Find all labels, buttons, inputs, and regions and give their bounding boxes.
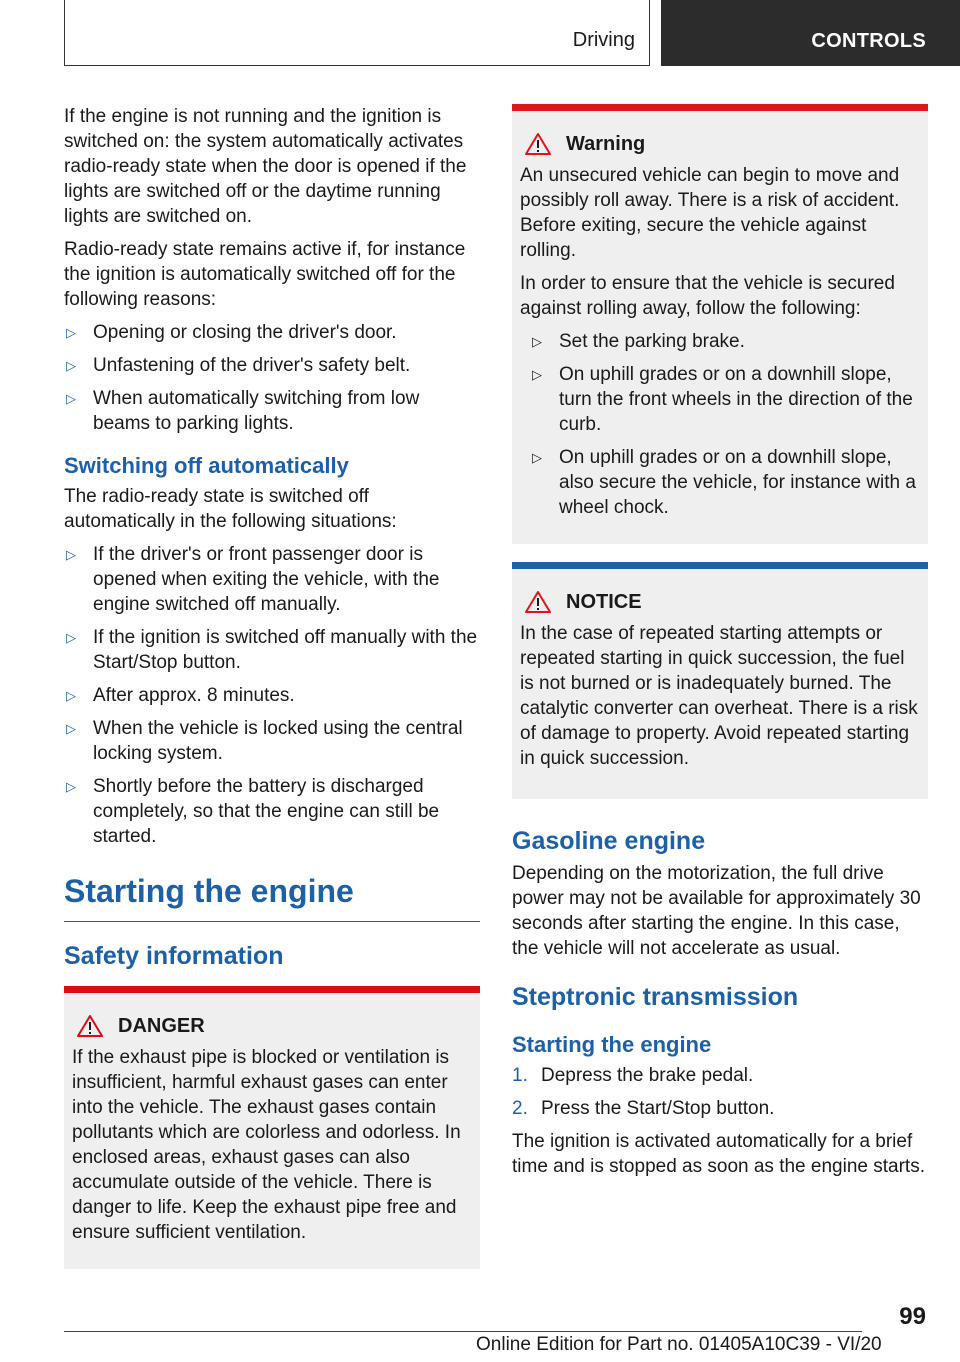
triangle-bullet-icon: ▷ xyxy=(66,547,76,562)
list-item xyxy=(64,386,480,436)
list-item-text: On uphill grades or on a downhill slope, turn the front wheels in the direction of the curb. xyxy=(559,364,913,435)
list-item xyxy=(64,353,480,378)
warning-box-header xyxy=(520,131,920,157)
header-section-tab xyxy=(64,0,650,66)
list-item-text: Shortly before the battery is discharged completely, so that the engine can still be started. xyxy=(93,776,440,847)
triangle-bullet-icon: ▷ xyxy=(66,391,76,406)
warning-triangle-icon xyxy=(524,132,552,156)
list-item xyxy=(64,542,480,617)
paragraph: Radio-ready state remains active if, for instance the ignition is automatically switched off for the following reasons: xyxy=(64,239,466,310)
danger-box-header xyxy=(72,1013,472,1039)
danger-box xyxy=(64,986,480,1269)
bullet-list xyxy=(64,542,480,849)
list-item-text: Press the Start/Stop button. xyxy=(541,1098,775,1119)
subheading-switching-off: Switching off automatically xyxy=(64,453,349,478)
list-item-text: If the driver's or front passenger door is opened when exiting the vehicle, with the engine switched off manually. xyxy=(93,544,440,615)
triangle-bullet-icon: ▷ xyxy=(66,721,76,736)
paragraph: The ignition is activated automatically for a brief time and is stopped as soon as the engine starts. xyxy=(512,1131,925,1177)
list-item xyxy=(64,716,480,766)
footer-edition: Online Edition for Part no. 01405A10C39 - VI/20 xyxy=(476,1334,882,1355)
paragraph: The radio-ready state is switched off automatically in the following situations: xyxy=(64,486,397,532)
list-item xyxy=(64,320,480,345)
bullet-list xyxy=(530,329,920,520)
header-section-label: Driving xyxy=(572,29,635,51)
right-column xyxy=(512,104,928,1187)
step-number: 1. xyxy=(512,1065,528,1086)
notice-box xyxy=(512,562,928,799)
list-item xyxy=(512,1096,928,1121)
list-item-text: Unfastening of the driver's safety belt. xyxy=(93,355,411,376)
heading-gasoline-engine: Gasoline engine xyxy=(512,827,706,855)
list-item xyxy=(64,774,480,849)
heading-starting-the-engine: Starting the engine xyxy=(64,871,480,922)
bullet-list xyxy=(64,320,480,436)
list-item-text: When automatically switching from low beams to parking lights. xyxy=(93,388,420,434)
list-item xyxy=(530,445,920,520)
notice-text: In the case of repeated starting attempts or repeated starting in quick succession, the fuel is not burned or is inadequately burned. The catalytic converter can overheat. There is a risk of damage to property. Avoid repeated starting in quick succession. xyxy=(520,623,918,769)
paragraph: Depending on the motorization, the full drive power may not be available for approximately 30 seconds after starting the engine. In this case, the vehicle will not accelerate as usual. xyxy=(512,863,921,959)
triangle-bullet-icon: ▷ xyxy=(66,358,76,373)
list-item-text: Depress the brake pedal. xyxy=(541,1065,754,1086)
list-item-text: On uphill grades or on a downhill slope, also secure the vehicle, for instance with a wheel chock. xyxy=(559,447,916,518)
paragraph: If the engine is not running and the ignition is switched on: the system automatically activates radio-ready state when the door is opened if the lights are switched off or the daytime running lights are switched on. xyxy=(64,106,467,227)
notice-title: NOTICE xyxy=(566,590,642,613)
list-item xyxy=(530,329,920,354)
list-item-text: Set the parking brake. xyxy=(559,331,745,352)
header-chapter-tab xyxy=(661,0,960,66)
list-item xyxy=(64,683,480,708)
triangle-bullet-icon: ▷ xyxy=(532,334,542,349)
header-chapter-label: CONTROLS xyxy=(811,30,926,52)
triangle-bullet-icon: ▷ xyxy=(66,688,76,703)
footer-divider xyxy=(64,1331,862,1332)
list-item xyxy=(512,1063,928,1088)
warning-triangle-icon xyxy=(76,1014,104,1038)
triangle-bullet-icon: ▷ xyxy=(66,630,76,645)
heading-safety-information: Safety information xyxy=(64,942,284,970)
triangle-bullet-icon: ▷ xyxy=(66,325,76,340)
list-item xyxy=(64,625,480,675)
triangle-bullet-icon: ▷ xyxy=(66,779,76,794)
heading-steptronic-transmission: Steptronic transmission xyxy=(512,983,799,1011)
warning-box xyxy=(512,104,928,544)
notice-box-header xyxy=(520,589,920,615)
warning-triangle-icon xyxy=(524,590,552,614)
list-item-text: If the ignition is switched off manually with the Start/Stop button. xyxy=(93,627,478,673)
warning-title: Warning xyxy=(566,132,646,155)
step-number: 2. xyxy=(512,1098,528,1119)
triangle-bullet-icon: ▷ xyxy=(532,367,542,382)
warning-text: An unsecured vehicle can begin to move and possibly roll away. There is a risk of accident. Before exiting, secure the vehicle against rolling. xyxy=(520,165,900,261)
page-number: 99 xyxy=(899,1303,926,1330)
list-item-text: Opening or closing the driver's door. xyxy=(93,322,397,343)
left-column xyxy=(64,104,480,1287)
danger-text: If the exhaust pipe is blocked or ventilation is insufficient, harmful exhaust gases can enter into the vehicle. The exhaust gases contain pollutants which are colorless and odorless. In enclosed areas, exhaust gases can also accumulate outside of the vehicle. There is danger to life. Keep the exhaust pipe free and ensure sufficient ventilation. xyxy=(72,1047,461,1243)
warning-text: In order to ensure that the vehicle is secured against rolling away, follow the following: xyxy=(520,273,895,319)
list-item-text: When the vehicle is locked using the central locking system. xyxy=(93,718,463,764)
numbered-list xyxy=(512,1063,928,1121)
subheading-starting-the-engine: Starting the engine xyxy=(512,1032,712,1057)
list-item xyxy=(530,362,920,437)
list-item-text: After approx. 8 minutes. xyxy=(93,685,295,706)
triangle-bullet-icon: ▷ xyxy=(532,450,542,465)
danger-title: DANGER xyxy=(118,1014,205,1037)
